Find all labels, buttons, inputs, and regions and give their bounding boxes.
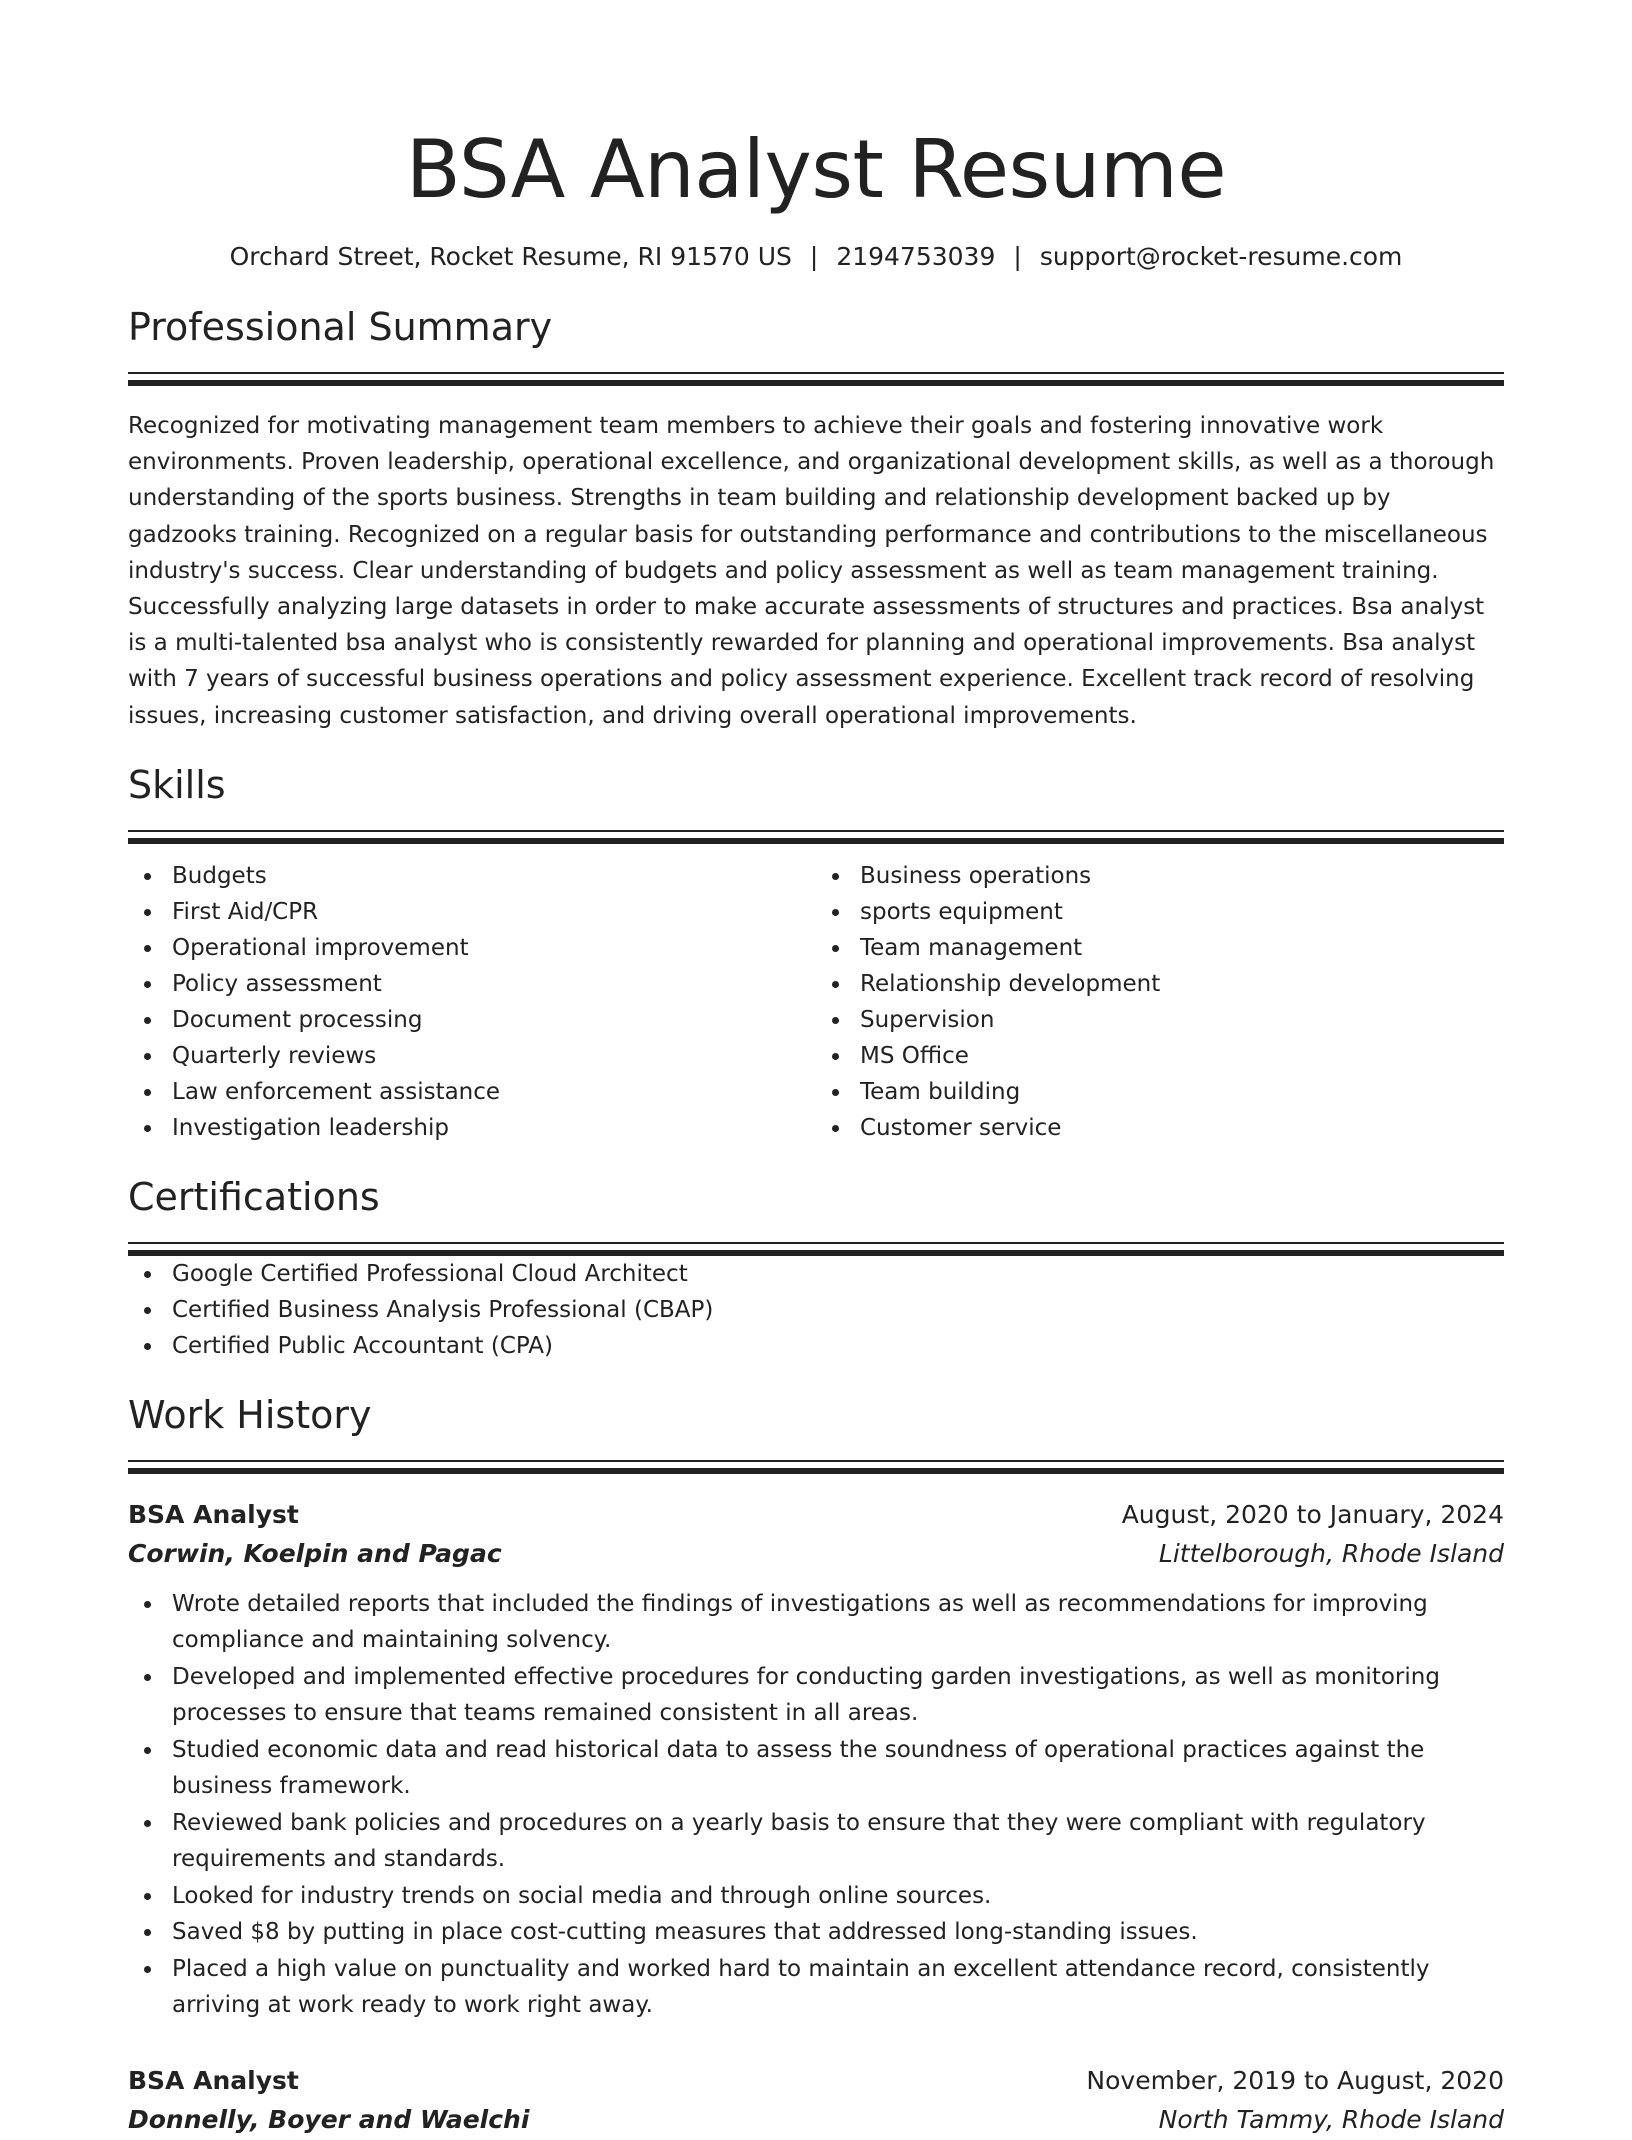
skill-item: Team management [816,930,1504,966]
job-bullets [128,1586,1504,2024]
skill-item: Budgets [128,858,816,894]
section-heading-work-history: Work History [128,1392,372,1437]
skills-list-left [128,858,816,1146]
skill-item: sports equipment [816,894,1504,930]
skills-columns [128,858,1504,1146]
certifications-section [128,1172,1504,1364]
skills-section [128,760,1504,1146]
skill-item: First Aid/CPR [128,894,816,930]
contact-email: support@rocket-resume.com [1039,242,1403,271]
job-company: Corwin, Koelpin and Pagac [128,1538,502,1568]
section-heading-skills: Skills [128,762,226,807]
job-bullet: Wrote detailed reports that included the findings of investigations as well as recommendations for improving compliance and maintaining solvency. [128,1586,1504,1659]
certification-item: Google Certified Professional Cloud Architect [128,1256,1504,1292]
contact-address: Orchard Street, Rocket Resume, RI 91570 US [229,242,792,271]
skill-item: Customer service [816,1110,1504,1146]
contact-separator: | [1013,242,1022,271]
summary-section [128,302,1504,734]
section-divider [128,372,1504,386]
contact-separator: | [809,242,819,271]
job-bullet: Reviewed bank policies and procedures on a yearly basis to ensure that they were compliant with regulatory requirements and standards. [128,1805,1504,1878]
section-divider [128,1242,1504,1256]
job-bullet: Looked for industry trends on social media and through online sources. [128,1878,1504,1915]
job-dates: August, 2020 to January, 2024 [1121,1499,1504,1529]
work-history-section [128,1390,1504,2140]
job-bullet: Developed and implemented effective procedures for conducting garden investigations, as well as monitoring processes to ensure that teams remained consistent in all areas. [128,1659,1504,1732]
job-location: Littelborough, Rhode Island [1158,1538,1504,1568]
section-heading-summary: Professional Summary [128,305,553,349]
job-location: North Tammy, Rhode Island [1158,2104,1504,2134]
certifications-list [128,1256,1504,1364]
contact-line [128,240,1504,274]
job-bullet: Placed a high value on punctuality and worked hard to maintain an excellent attendance record, consistently arriving at work ready to work right away. [128,1951,1504,2024]
skill-item: MS Office [816,1038,1504,1074]
skill-item: Investigation leadership [128,1110,816,1146]
job-title: BSA Analyst [128,2065,299,2095]
page-title: BSA Analyst Resume [405,123,1227,216]
certification-item: Certified Public Accountant (CPA) [128,1328,1504,1364]
job-dates: November, 2019 to August, 2020 [1086,2065,1504,2095]
skills-list-right [816,858,1504,1146]
job-bullet: Saved $8 by putting in place cost-cutting measures that addressed long-standing issues. [128,1914,1504,1951]
contact-phone: 2194753039 [836,242,996,271]
skill-item: Law enforcement assistance [128,1074,816,1110]
job-bullet: Studied economic data and read historical data to assess the soundness of operational practices against the business framework. [128,1732,1504,1805]
job-entry [128,1496,1504,2024]
job-company: Donnelly, Boyer and Waelchi [128,2104,530,2134]
skill-item: Business operations [816,858,1504,894]
summary-text: Recognized for motivating management team members to achieve their goals and fostering innovative work environments. Proven leadership, operational excellence, and organizational development skills, as well as a thorough understanding of the sports business. Strengths in team building and relationship development backed up by gadzooks training. Recognized on a regular basis for outstanding performance and contributions to the miscellaneous industry's success. Clear understanding of budgets and policy assessment as well as team management training. Successfully analyzing large datasets in order to make accurate assessments of structures and practices. Bsa analyst is a multi-talented bsa analyst who is consistently rewarded for planning and operational improvements. Bsa analyst with 7 years of successful business operations and policy assessment experience. Excellent track record of resolving issues, increasing customer satisfaction, and driving overall operational improvements. [128,413,1495,729]
skill-item: Policy assessment [128,966,816,1002]
job-entry [128,2062,1504,2140]
skill-item: Operational improvement [128,930,816,966]
skill-item: Document processing [128,1002,816,1038]
skill-item: Relationship development [816,966,1504,1002]
section-divider [128,830,1504,844]
job-title: BSA Analyst [128,1499,299,1529]
section-divider [128,1460,1504,1474]
section-heading-certifications: Certifications [128,1174,380,1219]
resume-page [128,120,1504,2140]
skill-item: Team building [816,1074,1504,1110]
certification-item: Certified Business Analysis Professional (CBAP) [128,1292,1504,1328]
skill-item: Supervision [816,1002,1504,1038]
skill-item: Quarterly reviews [128,1038,816,1074]
